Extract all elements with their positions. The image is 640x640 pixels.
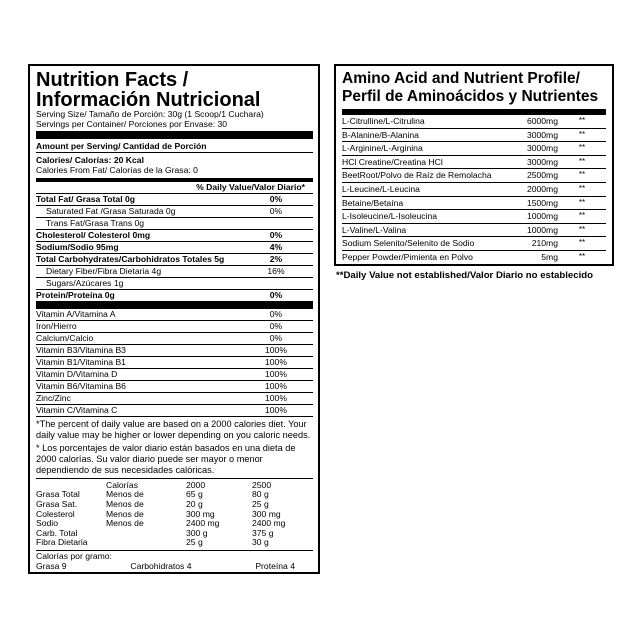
calories-from-fat: Calories From Fat/ Calorías de la Grasa: 0 <box>36 165 198 176</box>
amino-name: Betaine/Betaína <box>342 197 404 208</box>
amino-amount: 2500mg <box>526 170 558 181</box>
amino-name: B-Alanine/B-Alanina <box>342 129 419 140</box>
vitamin-daily-value: 0% <box>269 308 283 319</box>
amino-row <box>342 156 606 170</box>
vitamin-row <box>36 405 313 416</box>
nutrient-label: Total Carbohydrates/Carbohidratos Totales 5g <box>36 253 225 264</box>
vitamin-row <box>36 381 313 392</box>
nutrient-rows <box>36 194 313 301</box>
vitamin-daily-value: 100% <box>265 344 287 355</box>
amino-row <box>342 224 606 238</box>
amino-daily-value: ** <box>578 183 586 193</box>
nutrition-title-en: Nutrition Facts / <box>36 69 189 91</box>
vitamin-daily-value: 0% <box>269 332 283 343</box>
reference-table-cell: Carb. Total <box>36 527 78 538</box>
reference-table-cell: 300 mg <box>252 508 281 519</box>
amino-row <box>342 129 606 143</box>
vitamin-row <box>36 321 313 332</box>
nutrient-label: Protein/Proteína 0g <box>36 289 115 300</box>
vitamin-label: Vitamin A/Vitamina A <box>36 308 116 319</box>
reference-table-cell: 20 g <box>186 498 203 509</box>
nutrient-row <box>36 206 313 217</box>
nutrient-daily-value: 0% <box>269 289 283 300</box>
vitamin-label: Vitamin B3/Vitamina B3 <box>36 344 126 355</box>
nutrient-row <box>36 230 313 241</box>
amino-name: L-Isoleucine/L-Isoleucina <box>342 211 438 222</box>
amino-title-es: Perfil de Aminoácidos y Nutrientes <box>342 88 599 105</box>
divider-thick <box>36 131 313 139</box>
nutrient-row <box>36 266 313 277</box>
cal-fat: Grasa 9 <box>36 560 67 571</box>
reference-table-cell: Calorías <box>106 479 138 490</box>
nutrient-label: Sodium/Sodio 95mg <box>36 241 119 252</box>
calories-per-gram-label: Calorías por gramo: <box>36 550 112 561</box>
amino-row <box>342 115 606 129</box>
vitamin-label: Vitamin C/Vitamina C <box>36 404 118 415</box>
vitamin-label: Zinc/Zinc <box>36 392 71 403</box>
amino-row <box>342 142 606 156</box>
vitamin-daily-value: 100% <box>265 380 287 391</box>
nutrient-row <box>36 278 313 289</box>
amino-row <box>342 197 606 211</box>
reference-table-cell: 2000 <box>186 479 206 490</box>
amino-daily-value: ** <box>578 251 586 261</box>
amino-amount: 1500mg <box>526 197 558 208</box>
daily-value-reference-table <box>36 479 313 548</box>
amino-amount: 3000mg <box>526 156 558 167</box>
reference-table-cell: 375 g <box>252 527 274 538</box>
amino-daily-value: ** <box>578 211 586 221</box>
amino-daily-value: ** <box>578 224 586 234</box>
reference-table-cell: Sodio <box>36 518 58 529</box>
reference-table-cell: 2400 mg <box>186 518 220 529</box>
divider-thick <box>36 301 313 309</box>
nutrient-label: Saturated Fat /Grasa Saturada 0g <box>46 205 176 216</box>
footnote-en: *The percent of daily value are based on a 2000 calories diet. Your daily value may be higher or lower depending on you caloric needs. <box>36 418 311 440</box>
vitamin-row <box>36 369 313 380</box>
reference-table-cell: Menos de <box>106 498 144 509</box>
amino-name: L-Leucine/L-Leucina <box>342 183 420 194</box>
amino-amount: 2000mg <box>526 183 558 194</box>
amino-name: Sodium Selenito/Selenito de Sodio <box>342 238 475 249</box>
vitamin-daily-value: 100% <box>265 404 287 415</box>
reference-table-cell <box>106 529 186 539</box>
reference-table-cell: 2500 <box>252 479 272 490</box>
nutrient-row <box>36 254 313 265</box>
amino-daily-value: ** <box>578 156 586 166</box>
nutrition-title-es: Información Nutricional <box>36 89 261 111</box>
nutrient-label: Trans Fat/Grasa Trans 0g <box>46 217 145 228</box>
vitamin-label: Iron/Hierro <box>36 320 77 331</box>
amino-row <box>342 237 606 251</box>
amino-name: Pepper Powder/Pimienta en Polvo <box>342 251 473 262</box>
reference-table-cell: Menos de <box>106 508 144 519</box>
amino-rows <box>342 109 606 264</box>
reference-table-cell: 300 mg <box>186 508 215 519</box>
amino-name: HCl Creatine/Creatina HCl <box>342 156 443 167</box>
reference-table-cell: Grasa Sat. <box>36 498 78 509</box>
amino-row <box>342 169 606 183</box>
nutrient-label: Total Fat/ Grasa Total 0g <box>36 193 136 204</box>
reference-table-cell: 300 g <box>186 527 208 538</box>
amino-amount: 210mg <box>531 238 558 249</box>
amino-daily-value: ** <box>578 238 586 248</box>
nutrient-label: Dietary Fiber/Fibra Dietaria 4g <box>46 265 162 276</box>
footnote-es: * Los porcentajes de valor diario están basados en una dieta de 2000 calorías. Su valor diario puede ser mayor o menor dependiendo de sus necesidades calóricas. <box>36 442 296 475</box>
amino-name: L-Arginine/L-Arginina <box>342 143 423 154</box>
amino-title-en: Amino Acid and Nutrient Profile/ <box>342 70 580 87</box>
vitamin-label: Vitamin B1/Vitamina B1 <box>36 356 126 367</box>
amino-amount: 3000mg <box>526 143 558 154</box>
vitamin-row <box>36 333 313 344</box>
amino-name: L-Citrulline/L-Citrulina <box>342 116 425 126</box>
vitamin-daily-value: 100% <box>265 368 287 379</box>
vitamin-rows <box>36 309 313 416</box>
amino-amount: 1000mg <box>526 211 558 222</box>
reference-table-cell: 2400 mg <box>252 518 286 529</box>
amino-row <box>342 210 606 224</box>
vitamin-label: Calcium/Calcio <box>36 332 94 343</box>
servings-per-container: Servings per Container/ Porciones por Envase: 30 <box>36 118 228 129</box>
amino-amount: 5mg <box>541 251 558 262</box>
amino-name: BeetRoot/Polvo de Raíz de Remolacha <box>342 170 492 181</box>
nutrition-facts-panel <box>28 64 320 574</box>
nutrient-label: Sugars/Azúcares 1g <box>46 277 124 288</box>
amino-daily-value: ** <box>578 170 586 180</box>
vitamin-daily-value: 100% <box>265 392 287 403</box>
nutrient-daily-value: 0% <box>269 205 283 216</box>
reference-table-cell: Menos de <box>106 489 144 500</box>
reference-table-cell <box>106 538 186 548</box>
vitamin-daily-value: 100% <box>265 356 287 367</box>
reference-table-cell: 25 g <box>252 498 269 509</box>
nutrient-row <box>36 218 313 229</box>
amino-amount: 6000mg <box>526 116 558 126</box>
amino-daily-value: ** <box>578 129 586 139</box>
daily-value-note: **Daily Value not established/Valor Diario no establecido <box>336 270 593 281</box>
reference-table-cell: 65 g <box>186 489 203 500</box>
calories-per-gram-row <box>36 561 313 571</box>
nutrient-label: Cholesterol/ Colesterol 0mg <box>36 229 151 240</box>
nutrient-daily-value: 0% <box>269 229 283 240</box>
reference-table-cell: 25 g <box>186 537 203 548</box>
amino-amount: 1000mg <box>526 224 558 235</box>
cal-carb: Carbohidratos 4 <box>130 560 192 571</box>
nutrient-row <box>36 290 313 301</box>
amino-daily-value: ** <box>578 197 586 207</box>
vitamin-daily-value: 0% <box>269 320 283 331</box>
vitamin-label: Vitamin B6/Vitamina B6 <box>36 380 126 391</box>
vitamin-label: Vitamin D/Vitamina D <box>36 368 118 379</box>
amino-row <box>342 251 606 264</box>
amino-daily-value: ** <box>578 116 586 125</box>
amino-row <box>342 183 606 197</box>
amino-acid-panel <box>334 64 614 266</box>
vitamin-row <box>36 309 313 320</box>
vitamin-row <box>36 393 313 404</box>
daily-value-header: % Daily Value/Valor Diario* <box>196 181 305 192</box>
nutrient-daily-value: 2% <box>269 253 283 264</box>
reference-table-cell: Colesterol <box>36 508 75 519</box>
amount-per-serving: Amount per Serving/ Cantidad de Porción <box>36 141 207 152</box>
nutrient-daily-value: 16% <box>267 265 285 276</box>
amino-name: L-Valine/L-Valina <box>342 224 407 235</box>
amino-daily-value: ** <box>578 143 586 153</box>
nutrient-daily-value: 4% <box>269 241 283 252</box>
amino-amount: 3000mg <box>526 129 558 140</box>
nutrient-row <box>36 194 313 205</box>
serving-size: Serving Size/ Tamaño de Porción: 30g (1 Scoop/1 Cuchara) <box>36 109 264 119</box>
reference-table-cell: Menos de <box>106 518 144 529</box>
reference-table-cell: Grasa Total <box>36 489 80 500</box>
vitamin-row <box>36 345 313 356</box>
reference-table-cell: Fibra Dietaria <box>36 537 88 548</box>
nutrient-daily-value: 0% <box>269 193 283 204</box>
vitamin-row <box>36 357 313 368</box>
reference-table-cell: 30 g <box>252 537 269 548</box>
reference-table-cell: 80 g <box>252 489 269 500</box>
cal-protein: Proteína 4 <box>255 560 295 571</box>
calories: Calories/ Calorías: 20 Kcal <box>36 155 144 166</box>
nutrient-row <box>36 242 313 253</box>
